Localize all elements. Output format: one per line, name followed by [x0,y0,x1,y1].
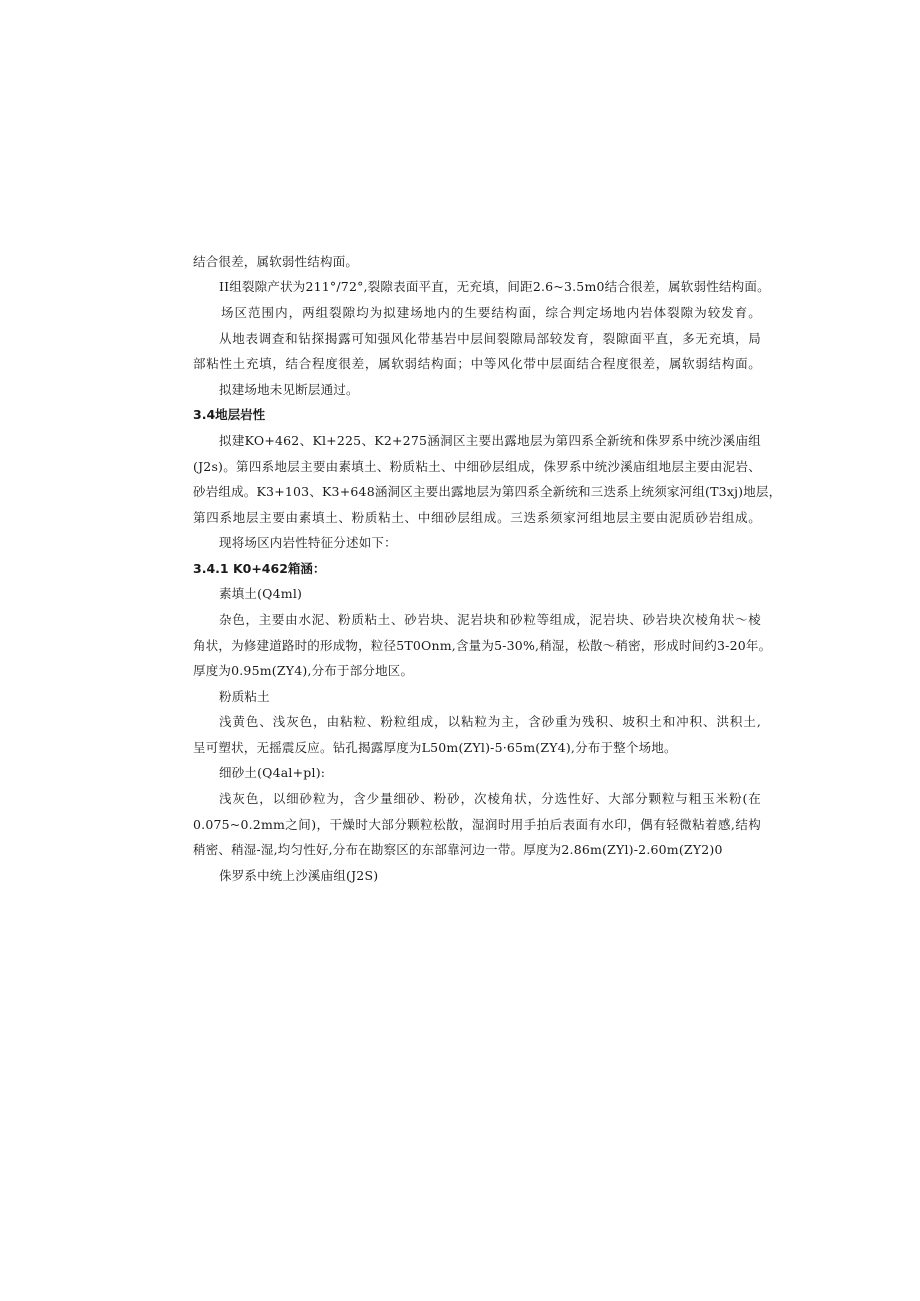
subsection-heading: 3.4.1 K0+462箱涵： [193,561,326,576]
text-line: 杂色，主要由水泥、粉质粘土、砂岩块、泥岩块和砂粒等组成，泥岩块、砂岩块次棱角状～棱 [219,612,761,627]
text-line: 从地表调查和钻探揭露可知强风化带基岩中层间裂隙局部较发育，裂隙面平直，多无充填，局 [219,331,761,346]
text-line: 砂岩组成。K3+103、K3+648涵洞区主要出露地层为第四系全新统和三迭系上统须家河组(T3xj)地层， [193,484,782,499]
text-line: 浅黄色、浅灰色，由粘粒、粉粒组成，以粘粒为主，含砂重为残积、坡积土和冲积、洪积土, [219,714,761,729]
subtitle: 粉质粘土 [219,689,270,704]
text-line: 现将场区内岩性特征分述如下： [219,535,397,550]
text-line: 部粘性土充填，结合程度很差，属软弱结构面；中等风化带中层面结合程度很差，属软弱结构面。 [193,356,761,371]
subtitle: 侏罗系中统上沙溪庙组(J2S) [219,868,379,883]
text-line: 浅灰色，以细砂粒为，含少量细砂、粉砂，次棱角状，分选性好、大部分颗粒与粗玉米粉(在 [219,791,761,806]
text-line: II组裂隙产状为211°/72°,裂隙表面平直，无充填，间距2.6~3.5m0结合很差，属软弱性结构面。 [219,279,770,294]
text-line: 稍密、稍湿-湿,均匀性好,分布在勘察区的东部靠河边一带。厚度为2.86m(ZYl)-2.60m(ZY2)0 [193,842,723,857]
text-line: 拟建场地未见断层通过。 [219,382,359,397]
text-line: (J2s)。第四系地层主要由素填土、粉质粘土、中细砂层组成，侏罗系中统沙溪庙组地层主要由泥岩、 [193,459,761,474]
text-line: 拟建KO+462、Kl+225、K2+275涵洞区主要出露地层为第四系全新统和侏罗系中统沙溪庙组 [219,433,761,448]
section-heading: 3.4地层岩性 [193,407,266,422]
text-line: 第四系地层主要由素填土、粉质粘土、中细砂层组成。三迭系须家河组地层主要由泥质砂岩组成。 [193,510,761,525]
subtitle: 素填土(Q4ml) [219,586,303,601]
text-line: 厚度为0.95m(ZY4),分布于部分地区。 [193,663,414,678]
subtitle: 细砂土(Q4al+pl): [219,765,326,780]
text-line: 角状，为修建道路时的形成物，粒径5T0Onm,含量为5-30%,稍湿，松散～稍密，形成时间约3-20年。 [193,638,772,653]
text-line: 0.075~0.2mm之间)，干燥时大部分颗粒松散，湿润时用手拍后表面有水印，偶有轻微粘着感,结构 [193,817,761,832]
text-line: 呈可塑状，无摇震反应。钻孔揭露厚度为L50m(ZYl)-5·65m(ZY4),分布于整个场地。 [193,740,677,755]
text-line: 场区范围内，两组裂隙均为拟建场地内的生要结构面，综合判定场地内岩体裂隙为较发育。 [221,305,761,320]
text-line: 结合很差，属软弱性结构面。 [193,254,359,269]
